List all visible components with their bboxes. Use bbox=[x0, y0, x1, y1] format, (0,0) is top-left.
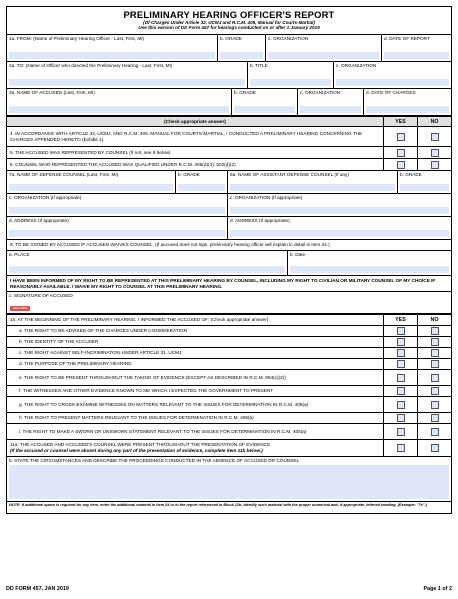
q10-item-label: b. THE IDENTITY OF THE ACCUSER bbox=[19, 339, 99, 345]
q10-item-yes-checkbox[interactable] bbox=[397, 349, 405, 357]
defense-counsel-field[interactable]: 7a. NAME OF DEFENSE COUNSEL (Last, First, MI) bbox=[7, 171, 175, 193]
q10-item-label: e. THE RIGHT TO BE PRESENT THROUGHOUT THE TAKING OF EVIDENCE (EXCEPT AS DESCRIBED IN R.C.M. 804(c)(2)) bbox=[19, 374, 286, 380]
question-10: 10. AT THE BEGINNING OF THE PRELIMINARY HEARING, I INFORMED THE ACCUSED OF: (Check appropriate answer) bbox=[10, 317, 269, 323]
q10-item-no-checkbox[interactable] bbox=[431, 387, 439, 395]
q10-yes-cell bbox=[383, 413, 417, 423]
q10-yes-cell bbox=[383, 348, 417, 358]
question-11a: 11a. THE ACCUSED AND ACCUSED'S COUNSEL WERE PRESENT THROUGHOUT THE PRESENTATION OF EVIDENCE (If the accused or counsel were absent during any part of the presentation of evidence, complete item 11b below.) bbox=[10, 442, 271, 453]
q10-item-no-checkbox[interactable] bbox=[431, 327, 439, 335]
no-header: NO bbox=[417, 117, 451, 126]
form-457 bbox=[6, 6, 452, 514]
q10-item-yes-checkbox[interactable] bbox=[397, 327, 405, 335]
from-field[interactable]: 1a. FROM: (Name of Preliminary Hearing Officer - Last, First, MI) bbox=[7, 35, 217, 61]
q10-item-row bbox=[7, 396, 451, 412]
q10-item-row bbox=[7, 336, 451, 347]
question-11b-field[interactable]: b. STATE THE CIRCUMSTANCES AND DESCRIBE THE PROCEEDINGS CONDUCTED IN THE ABSENCE OF ACCUSED OR COUNSEL bbox=[7, 457, 451, 501]
yes-header: YES bbox=[383, 117, 417, 126]
assistant-grade-field[interactable]: b. GRADE bbox=[397, 171, 451, 193]
q10-no-cell bbox=[417, 359, 451, 369]
defense-address-field[interactable]: d. ADDRESS (If appropriate) bbox=[7, 217, 227, 239]
q10-no-cell bbox=[417, 413, 451, 423]
q10-item-label: f. THE WITNESSES AND OTHER EVIDENCE KNOWN TO ME WHICH I EXPECTED THE GOVERNMENT TO PRESENT bbox=[19, 388, 274, 394]
q10-yes-cell bbox=[383, 424, 417, 439]
q10-item-no-checkbox[interactable] bbox=[431, 401, 439, 409]
q10-item-yes-checkbox[interactable] bbox=[397, 428, 405, 436]
q10-yes-cell bbox=[383, 370, 417, 385]
q10-item-row bbox=[7, 347, 451, 358]
q10-item-yes-checkbox[interactable] bbox=[397, 414, 405, 422]
form-title: PRELIMINARY HEARING OFFICER'S REPORT bbox=[123, 9, 335, 20]
q10-yes-cell bbox=[383, 337, 417, 347]
accused-organization-field[interactable]: c. ORGANIZATION bbox=[297, 89, 363, 115]
q10-item-label: a. THE RIGHT TO BE ADVISED OF THE CHARGES UNDER CONSIDERATION bbox=[19, 328, 187, 334]
q4-yes-checkbox[interactable] bbox=[397, 133, 405, 141]
q6-no-checkbox[interactable] bbox=[431, 161, 439, 169]
assistant-address-field[interactable]: d. ADDRESS (If appropriate) bbox=[227, 217, 451, 239]
q10-item-row bbox=[7, 423, 451, 439]
q10-yes-header: YES bbox=[383, 315, 417, 325]
q6-yes-checkbox[interactable] bbox=[397, 161, 405, 169]
q10-item-yes-checkbox[interactable] bbox=[397, 338, 405, 346]
q10-item-row bbox=[7, 412, 451, 423]
q10-item-yes-checkbox[interactable] bbox=[397, 387, 405, 395]
defense-organization-field[interactable]: c. ORGANIZATION (If appropriate) bbox=[7, 194, 227, 216]
q10-no-cell bbox=[417, 386, 451, 396]
accused-name-field[interactable]: 3a. NAME OF ACCUSED (Last, First, MI) bbox=[7, 89, 231, 115]
q10-no-header: NO bbox=[417, 315, 451, 325]
q10-item-label: c. THE RIGHT AGAINST SELF-INCRIMINATION UNDER ARTICLE 31, UCMJ bbox=[19, 350, 182, 356]
q11a-no-checkbox[interactable] bbox=[431, 444, 439, 452]
q10-no-cell bbox=[417, 397, 451, 412]
q10-item-row bbox=[7, 358, 451, 369]
q4-no-checkbox[interactable] bbox=[431, 133, 439, 141]
form-number: DD FORM 457, JAN 2019 bbox=[6, 586, 69, 592]
q10-yes-cell bbox=[383, 359, 417, 369]
q10-item-label: g. THE RIGHT TO CROSS-EXAMINE WITNESSES ON MATTERS RELEVANT TO THE ISSUES FOR DETERMINATION IN R.C.M. 405(a) bbox=[19, 401, 309, 407]
to-organization-field[interactable]: c. ORGANIZATION bbox=[333, 62, 451, 88]
assistant-organization-field[interactable]: c. ORGANIZATION (If appropriate) bbox=[227, 194, 451, 216]
q10-item-label: i. THE RIGHT TO MAKE A SWORN OR UNSWORN STATEMENT RELEVANT TO THE ISSUES FOR DETERMINATION IN R.C.M. 405(a) bbox=[19, 428, 307, 434]
q10-no-cell bbox=[417, 370, 451, 385]
sign-here-button[interactable]: SIGN HERE bbox=[10, 306, 30, 311]
q10-item-no-checkbox[interactable] bbox=[431, 374, 439, 382]
question-9: 9. TO BE SIGNED BY ACCUSED IF ACCUSED WAIVES COUNSEL. (If accused does not sign, preliminary hearing officer will explain in detail in item 24.) bbox=[10, 242, 330, 248]
waiver-statement: I HAVE BEEN INFORMED OF MY RIGHT TO BE REPRESENTED AT THIS PRELIMINARY HEARING BY COUNSEL, INCLUDING MY RIGHT TO CIVILIAN OR MILITARY COUNSEL OF MY CHOICE IF REASONABLY AVAILABLE. I WAIVE MY RIGHT TO COUNSEL AT THIS PRELIMINARY HEARING. bbox=[10, 277, 436, 289]
from-organization-field[interactable]: c. ORGANIZATION bbox=[265, 35, 381, 61]
q10-item-no-checkbox[interactable] bbox=[431, 428, 439, 436]
signature-of-accused-field: c. SIGNATURE OF ACCUSED SIGN HERE bbox=[9, 293, 73, 310]
q10-item-label: d. THE PURPOSE OF THE PRELIMINARY HEARING bbox=[19, 361, 132, 367]
to-title-field[interactable]: b. TITLE bbox=[247, 62, 333, 88]
question-4: 4. IN ACCORDANCE WITH ARTICLE 32, UCMJ, AND R.C.M. 405, MANUAL FOR COURTS-MARTIAL, I CONDUCTED A PRELIMINARY HEARING CONCERNING THE CHARGES APPENDED HERETO (Exhibit 1) bbox=[10, 130, 363, 142]
form-subtitle-2: Use this version of DD Form 457 for hearings conducted on or after 1 January 2019 bbox=[138, 25, 320, 31]
to-field[interactable]: 2a. TO: (Name of Officer who directed the Preliminary Hearing - Last, First, MI) bbox=[7, 62, 247, 88]
q11a-yes-checkbox[interactable] bbox=[397, 444, 405, 452]
form-subtitle-1: (Of Charges Under Article 32, UCMJ and R.C.M. 405, Manual for Courts-Martial) bbox=[143, 20, 315, 25]
q10-yes-cell bbox=[383, 397, 417, 412]
q10-item-no-checkbox[interactable] bbox=[431, 349, 439, 357]
defense-grade-field[interactable]: b. GRADE bbox=[175, 171, 227, 193]
q10-item-yes-checkbox[interactable] bbox=[397, 360, 405, 368]
waiver-place-field[interactable]: a. PLACE bbox=[7, 251, 287, 275]
q10-yes-cell bbox=[383, 386, 417, 396]
q10-item-row bbox=[7, 325, 451, 336]
q10-item-row bbox=[7, 385, 451, 396]
page-number: Page 1 of 2 bbox=[423, 586, 452, 592]
q5-yes-checkbox[interactable] bbox=[397, 149, 405, 157]
q10-item-no-checkbox[interactable] bbox=[431, 414, 439, 422]
check-header: (Check appropriate answer) bbox=[164, 118, 226, 124]
q10-item-yes-checkbox[interactable] bbox=[397, 401, 405, 409]
question-5: 5. THE ACCUSED WAS REPRESENTED BY COUNSEL (If not, see 9 below) bbox=[10, 149, 171, 155]
q10-item-no-checkbox[interactable] bbox=[431, 338, 439, 346]
q5-no-checkbox[interactable] bbox=[431, 149, 439, 157]
from-grade-field[interactable]: b. GRADE bbox=[217, 35, 265, 61]
q10-no-cell bbox=[417, 348, 451, 358]
q10-yes-cell bbox=[383, 326, 417, 336]
q10-no-cell bbox=[417, 424, 451, 439]
q10-item-yes-checkbox[interactable] bbox=[397, 374, 405, 382]
q10-no-cell bbox=[417, 326, 451, 336]
question-10-items bbox=[7, 325, 451, 439]
q10-item-label: h. THE RIGHT TO PRESENT MATTERS RELEVANT TO THE ISSUES FOR DETERMINATION IN R.C.M. 405(a) bbox=[19, 415, 254, 421]
q10-no-cell bbox=[417, 337, 451, 347]
question-6: 6. COUNSEL WHO REPRESENTED THE ACCUSED WAS QUALIFIED UNDER R.C.M. 405(d)(3), 502(d)(2) bbox=[10, 161, 236, 167]
waiver-date-field[interactable]: b. Date bbox=[287, 251, 451, 275]
accused-grade-field[interactable]: b. GRADE bbox=[231, 89, 297, 115]
form-footer bbox=[6, 586, 452, 592]
assistant-counsel-field[interactable]: 8a. NAME OF ASSISTANT DEFENSE COUNSEL (If any) bbox=[227, 171, 397, 193]
q10-item-row bbox=[7, 369, 451, 385]
date-of-charges-field[interactable]: d. DATE OF CHARGES bbox=[363, 89, 451, 115]
date-of-report-field[interactable]: d. DATE OF REPORT bbox=[381, 35, 451, 61]
q10-item-no-checkbox[interactable] bbox=[431, 360, 439, 368]
form-note: NOTE: If additional space is required for any item, enter the additional material in Item 24 or in the report referenced in Block 12b. Identify such material with the proper numerical and, if appropriate, lettered heading. (Example: "7c".) bbox=[9, 503, 427, 507]
